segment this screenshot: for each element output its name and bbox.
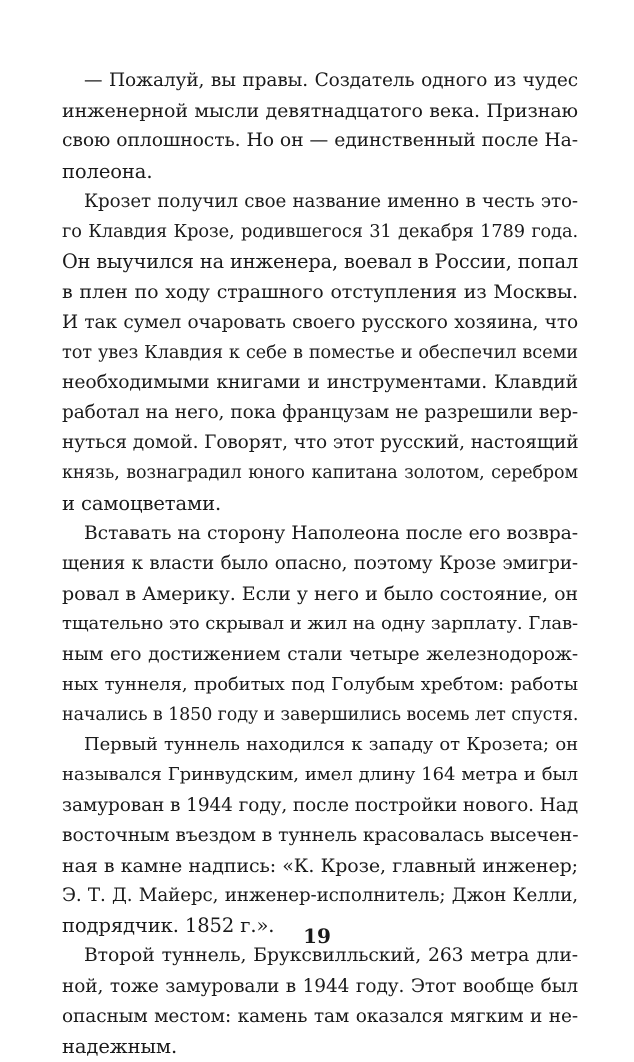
text-line: ровал в Америку. Если у него и было состояние, он — [62, 583, 578, 606]
text-line: в плен по ходу страшного отступления из Москвы. — [62, 281, 578, 304]
page-number: 19 — [303, 924, 331, 948]
text-line: надежным. — [62, 1035, 178, 1058]
text-line: замурован в 1944 году, после постройки нового. Над — [62, 794, 578, 816]
text-line: работал на него, пока французам не разрешили вер- — [62, 402, 578, 424]
text-line: Крозет получил свое название именно в честь это- — [84, 190, 578, 212]
text-line: ным его достижением стали четыре железнодорож- — [62, 643, 578, 665]
text-line: Первый туннель находился к западу от Крозета; он — [84, 734, 578, 756]
text-line: Вставать на сторону Наполеона после его возвра- — [84, 522, 578, 544]
text-line: ной, тоже замуровали в 1944 году. Этот вообще был — [62, 975, 578, 997]
text-line: тщательно это скрывал и жил на одну зарплату. Глав- — [62, 613, 578, 635]
text-line: тот увез Клавдия к себе в поместье и обеспечил всеми — [62, 342, 578, 363]
text-line: щения к власти было опасно, поэтому Крозе эмигри- — [62, 553, 578, 574]
text-line: восточным въездом в туннель красовалась высечен- — [62, 824, 579, 846]
text-line: полеона. — [62, 159, 153, 183]
text-line: подрядчик. 1852 г.». — [62, 914, 275, 938]
text-line: ных туннеля, пробитых под Голубым хребтом: работы — [62, 673, 578, 695]
text-line: Второй туннель, Бруксвилльский, 263 метра дли- — [84, 945, 578, 967]
text-line: свою оплошность. Но он — единственный после На- — [62, 130, 578, 152]
body-text — [62, 66, 578, 1062]
text-line: опасным местом: камень там оказался мягким и не- — [62, 1005, 578, 1027]
text-line: — Пожалуй, вы правы. Создатель одного из чудес — [84, 70, 578, 91]
text-line: необходимыми книгами и инструментами. Клавдий — [62, 371, 578, 393]
text-line: начались в 1850 году и завершились восемь лет спустя. — [62, 704, 579, 725]
text-line: и самоцветами. — [62, 491, 222, 515]
text-line: И так сумел очаровать своего русского хозяина, что — [62, 311, 578, 333]
text-line: го Клавдия Крозе, родившегося 31 декабря 1789 года. — [62, 221, 578, 242]
text-line: назывался Гринвудским, имел длину 164 метра и был — [62, 764, 578, 786]
text-line: инженерной мысли девятнадцатого века. Признаю — [62, 100, 578, 123]
text-line: Он выучился на инженера, воевал в России, попал — [62, 250, 579, 274]
text-line: ная в камне надпись: «К. Крозе, главный инженер; — [62, 854, 578, 877]
text-line: князь, вознаградил юного капитана золотом, серебром — [62, 463, 578, 484]
text-line: Э. Т. Д. Майерс, инженер-исполнитель; Джон Келли, — [62, 885, 578, 907]
text-line: нуться домой. Говорят, что этот русский, настоящий — [62, 432, 579, 454]
